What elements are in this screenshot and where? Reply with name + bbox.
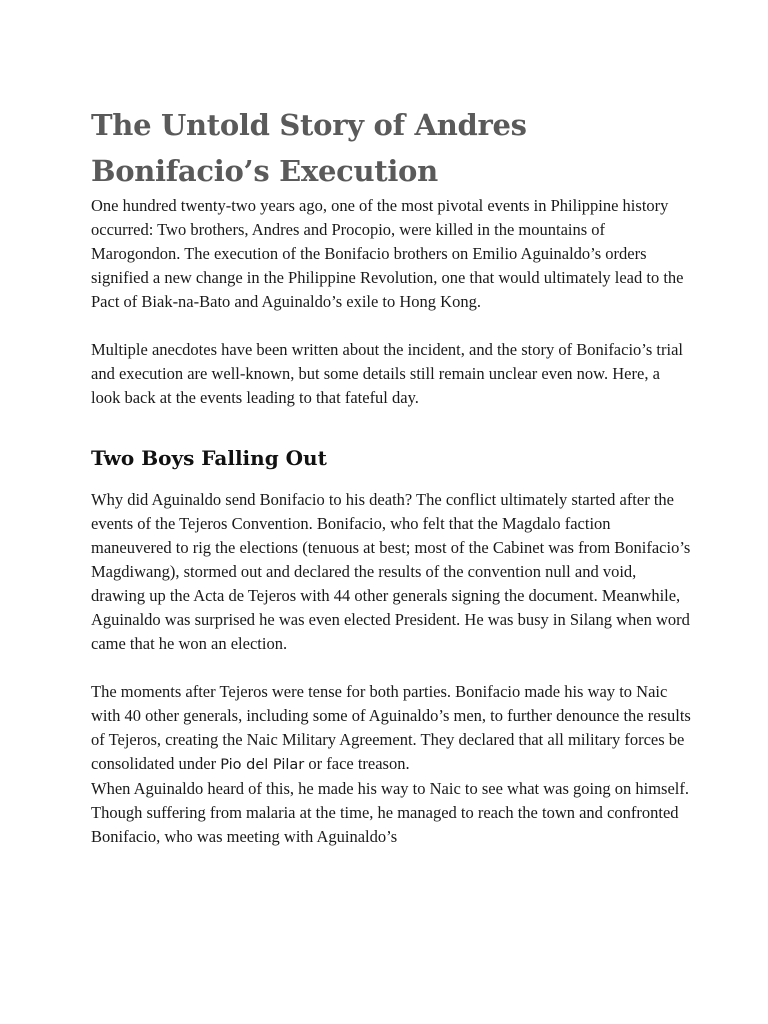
paragraph-gap xyxy=(91,656,691,680)
section-paragraph-3: When Aguinaldo heard of this, he made his way to Naic to see what was going on himself. Though suffering from malaria at the time, he managed to reach the town and confronted Bonifacio, who was meeting with Aguinaldo’s xyxy=(91,779,689,846)
section-paragraph-2 xyxy=(91,680,691,777)
section-heading: Two Boys Falling Out xyxy=(91,446,327,470)
paragraph-text: The moments after Tejeros were tense for both parties. Bonifacio made his way to Naic with 40 other generals, including some of Aguinaldo’s men, to further denounce the results of Tejeros, creating the Naic Military Agreement. They declared that all military forces be consolidated under xyxy=(91,682,691,773)
article xyxy=(91,102,691,849)
paragraph-gap xyxy=(91,314,691,338)
paragraph-text: or face treason. xyxy=(304,754,410,773)
article-title: The Untold Story of Andres Bonifacio’s Execution xyxy=(91,108,527,188)
inline-name-pio-del-pilar: Pio del Pilar xyxy=(220,757,305,773)
intro-paragraph-2: Multiple anecdotes have been written about the incident, and the story of Bonifacio’s trial and execution are well-known, but some details still remain unclear even now. Here, a look back at the events leading to that fateful day. xyxy=(91,340,683,407)
paragraph-gap xyxy=(91,410,691,434)
section-paragraph-1: Why did Aguinaldo send Bonifacio to his death? The conflict ultimately started after the events of the Tejeros Convention. Bonifacio, who felt that the Magdalo faction maneuvered to rig the elections (tenuous at best; most of the Cabinet was from Bonifacio’s Magdiwang), stormed out and declared the results of the convention null and void, drawing up the Acta de Tejeros with 44 other generals signing the document. Meanwhile, Aguinaldo was surprised he was even elected President. He was busy in Silang when word came that he won an election. xyxy=(91,490,691,653)
intro-paragraph-1: One hundred twenty-two years ago, one of the most pivotal events in Philippine history occurred: Two brothers, Andres and Procopio, were killed in the mountains of Marogondon. The execution of the Bonifacio brothers on Emilio Aguinaldo’s orders signified a new change in the Philippine Revolution, one that would ultimately lead to the Pact of Biak-na-Bato and Aguinaldo’s exile to Hong Kong. xyxy=(91,196,684,311)
